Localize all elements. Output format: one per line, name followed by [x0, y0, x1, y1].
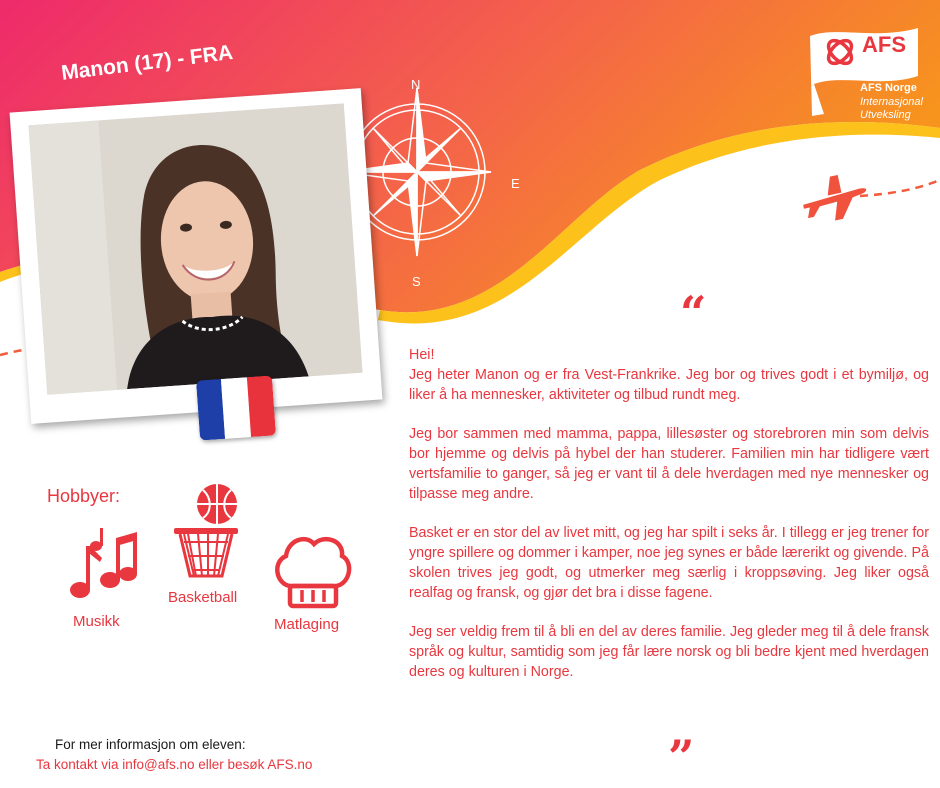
- compass-north-label: N: [411, 77, 421, 92]
- info-heading: For mer informasjon om eleven:: [55, 737, 246, 752]
- basketball-icon: [172, 482, 244, 580]
- student-title: Manon (17) - FRA: [60, 40, 235, 85]
- letter-paragraph: Jeg bor sammen med mamma, pappa, lillesøster og storebroren min som delvis bor hjemme og delvis på hybel der han studerer. Familien min har tidligere vært vertsfamilie to ganger, så jeg er vant til å dele hverdagen med nye mennesker og tilpasse meg andre.: [409, 426, 929, 502]
- student-letter: [409, 346, 929, 702]
- open-quote-icon: “: [680, 286, 707, 340]
- letter-paragraph: Basket er en stor del av livet mitt, og jeg har spilt i seks år. I tillegg er jeg trener for yngre spillere og dommer i kamper, noe jeg synes er både lærerikt og givende. På skolen trives jeg godt, og utmerker meg særlig i kroppsøving. Jeg liker også realfag og fransk, og gjør det bra i disse fagene.: [409, 525, 929, 601]
- airplane-icon: [798, 168, 872, 224]
- letter-greeting: Hei!: [409, 347, 435, 363]
- close-quote-icon: ”: [668, 730, 695, 784]
- compass-south-label: S: [412, 274, 421, 289]
- contact-info[interactable]: Ta kontakt via info@afs.no eller besøk AFS.no: [36, 757, 313, 772]
- logo-tagline-3: Utveksling: [860, 109, 911, 121]
- hobby-label-basketball: Basketball: [168, 589, 238, 606]
- afs-logo-text: AFS: [862, 32, 906, 57]
- chef-hat-icon: [272, 532, 354, 610]
- student-photo: [28, 103, 362, 394]
- france-flag-icon: [196, 375, 276, 440]
- letter-paragraph: Jeg heter Manon og er fra Vest-Frankrike. Jeg bor og trives godt i et bymiljø, og liker å ha mennesker, aktiviteter og tilbud rundt meg.: [409, 366, 929, 403]
- photo-frame: [10, 88, 383, 424]
- letter-paragraph: Jeg ser veldig frem til å bli en del av deres familie. Jeg gleder meg til å dele fransk språk og kultur, samtidig som jeg får lære norsk og bli bedre kjent med hverdagen deres og kulturen i Norge.: [409, 624, 929, 680]
- compass-east-label: E: [511, 176, 520, 191]
- hobbies-heading: Hobbyer:: [47, 486, 121, 506]
- logo-tagline-1: AFS Norge: [860, 82, 917, 94]
- music-notes-icon: [66, 528, 138, 610]
- hobby-label-cooking: Matlaging: [274, 616, 340, 633]
- logo-tagline-2: Internasjonal: [860, 96, 923, 108]
- hobby-label-music: Musikk: [73, 613, 120, 630]
